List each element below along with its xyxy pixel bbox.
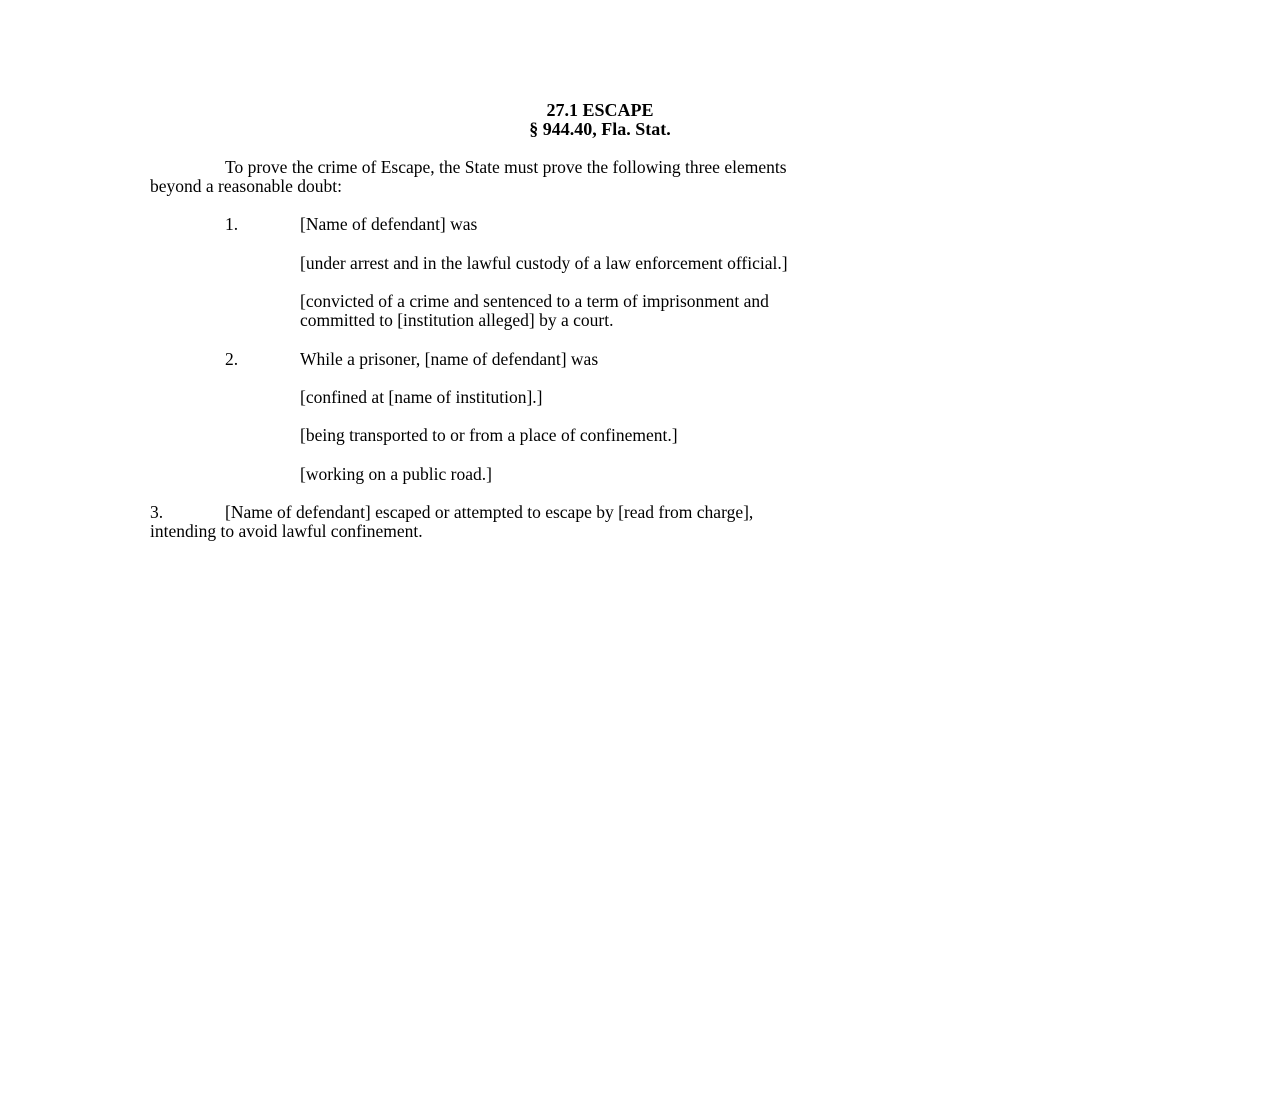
- element-1-option-convicted-line-2: committed to [institution alleged] by a court.: [300, 310, 614, 330]
- element-2-text: While a prisoner, [name of defendant] was: [300, 349, 599, 369]
- element-2-option-transported: [being transported to or from a place of confinement.]: [300, 425, 678, 445]
- document-title: 27.1 ESCAPE: [546, 100, 654, 120]
- element-3-number: 3.: [150, 502, 164, 522]
- intro-line-2: beyond a reasonable doubt:: [150, 176, 342, 196]
- element-2-number: 2.: [225, 349, 239, 369]
- element-1-option-convicted-line-1: [convicted of a crime and sentenced to a term of imprisonment and: [300, 291, 769, 311]
- element-2-option-public-road: [working on a public road.]: [300, 464, 492, 484]
- element-2-option-confined: [confined at [name of institution].]: [300, 387, 543, 407]
- element-1-text: [Name of defendant] was: [300, 214, 478, 234]
- element-1-number: 1.: [225, 214, 239, 234]
- element-1-option-arrest: [under arrest and in the lawful custody of a law enforcement official.]: [300, 253, 788, 273]
- statute-citation: § 944.40, Fla. Stat.: [529, 119, 671, 139]
- element-3-text-line-1: [Name of defendant] escaped or attempted to escape by [read from charge],: [225, 502, 754, 522]
- element-3-text-line-2: intending to avoid lawful confinement.: [150, 521, 423, 541]
- intro-line-1: To prove the crime of Escape, the State must prove the following three elements: [225, 157, 787, 177]
